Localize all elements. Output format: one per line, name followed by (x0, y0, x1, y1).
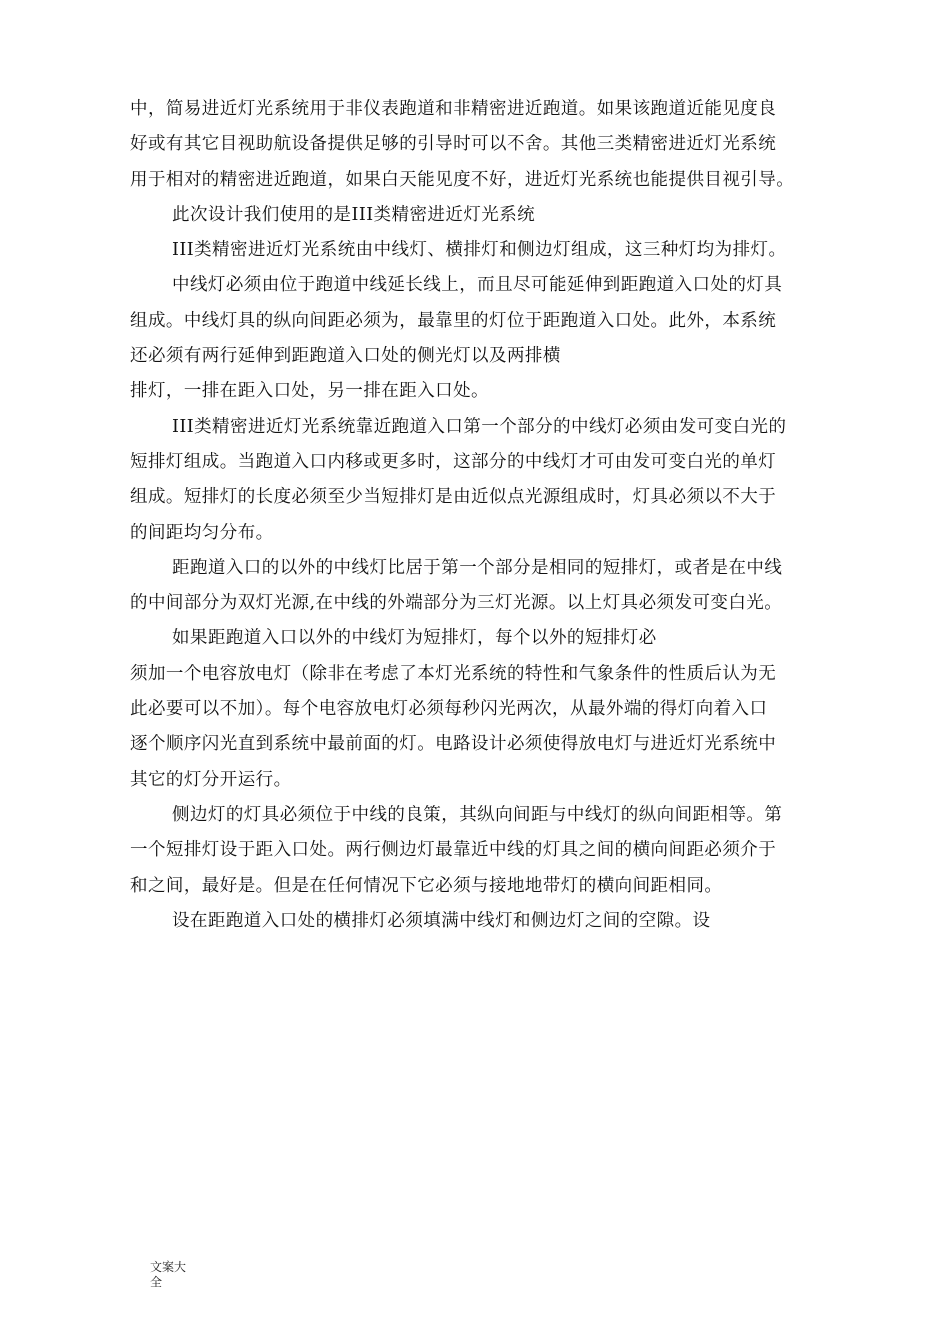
page-footer (150, 1260, 186, 1290)
text-line: 其它的灯分开运行。 (130, 769, 292, 790)
text-line: 一个短排灯设于距入口处。两行侧边灯最靠近中线的灯具之间的横向间距必须介于 (130, 840, 777, 861)
text-line: 和之间，最好是。但是在任何情况下它必须与接地地带灯的横向间距相同。 (130, 875, 723, 896)
text-line: 中，简易进近灯光系统用于非仪表跑道和非精密进近跑道。如果该跑道近能见度良 (130, 99, 777, 119)
paragraph-start: III类精密进近灯光系统由中线灯、横排灯和侧边灯组成，这三种灯均为排灯。 (172, 240, 787, 261)
text-line: 的中间部分为双灯光源,在中线的外端部分为三灯光源。以上灯具必须发可变白光。 (130, 593, 783, 614)
document-body (130, 92, 830, 939)
text-line: 须加一个电容放电灯（除非在考虑了本灯光系统的特性和气象条件的性质后认为无 (130, 663, 777, 684)
text-line: 此必要可以不加）。每个电容放电灯必须每秒闪光两次，从最外端的得灯向着入口 (130, 699, 768, 720)
paragraph-start: III类精密进近灯光系统靠近跑道入口第一个部分的中线灯必须由发可变白光的 (172, 416, 787, 437)
text-line: 好或有其它目视助航设备提供足够的引导时可以不舍。其他三类精密进近灯光系统 (130, 134, 777, 155)
text-line: 组成。短排灯的长度必须至少当短排灯是由近似点光源组成时，灯具必须以不大于 (130, 487, 777, 508)
text-line: 用于相对的精密进近跑道，如果白天能见度不好，进近灯光系统也能提供目视引导。 (130, 169, 795, 190)
footer-text-line-2: 全 (150, 1275, 163, 1289)
text-line: 的间距均匀分布。 (130, 522, 274, 543)
text-line: 短排灯组成。当跑道入口内移或更多时，这部分的中线灯才可由发可变白光的单灯 (130, 451, 777, 472)
text-line: 逐个顺序闪光直到系统中最前面的灯。电路设计必须使得放电灯与进近灯光系统中 (130, 734, 777, 755)
text-line: 组成。中线灯具的纵向间距必须为，最靠里的灯位于距跑道入口处。此外，本系统 (130, 310, 777, 331)
text-line: 还必须有两行延伸到距跑道入口处的侧光灯以及两排横 (130, 346, 561, 367)
text-line: 排灯，一排在距入口处，另一排在距入口处。 (130, 381, 489, 402)
paragraph-start: 距跑道入口的以外的中线灯比居于第一个部分是相同的短排灯，或者是在中线 (172, 557, 783, 578)
paragraph-start: 中线灯必须由位于跑道中线延长线上，而且尽可能延伸到距跑道入口处的灯具 (172, 275, 783, 296)
paragraph-start: 此次设计我们使用的是III类精密进近灯光系统 (172, 204, 536, 225)
paragraph-start: 侧边灯的灯具必须位于中线的良策，其纵向间距与中线灯的纵向间距相等。第 (172, 804, 783, 825)
footer-text-line-1: 文案大 (150, 1260, 187, 1274)
paragraph-start: 设在距跑道入口处的横排灯必须填满中线灯和侧边灯之间的空隙。设 (172, 910, 711, 931)
paragraph-start: 如果距跑道入口以外的中线灯为短排灯，每个以外的短排灯必 (172, 628, 657, 649)
